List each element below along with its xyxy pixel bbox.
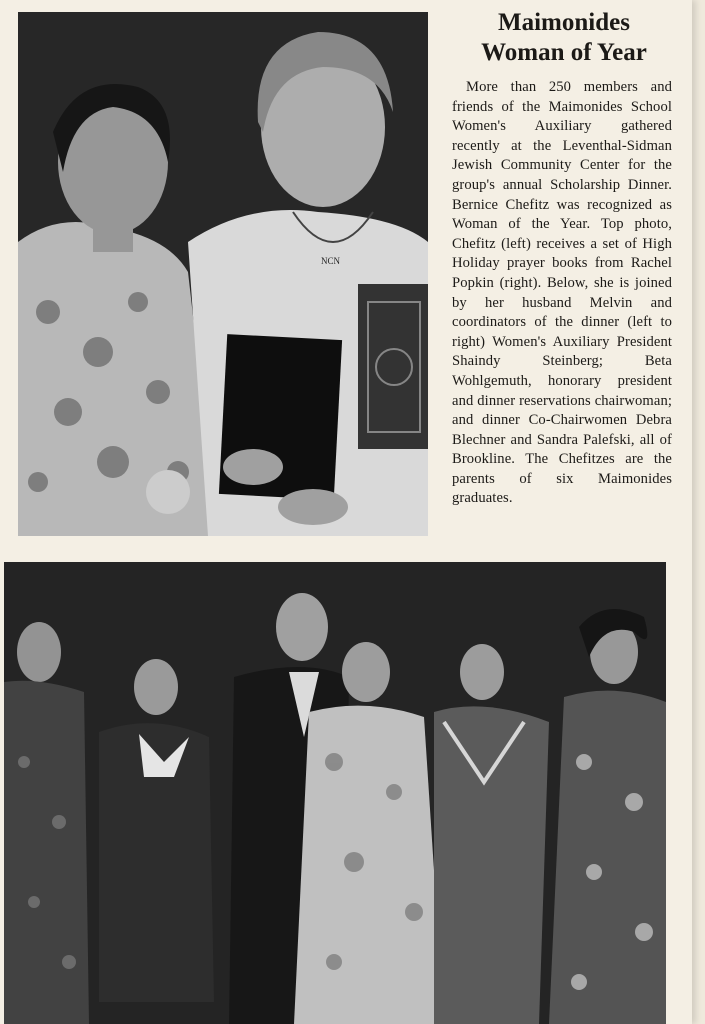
headline-line-2: Woman of Year — [481, 39, 647, 66]
bottom-photo — [4, 562, 666, 1024]
top-photo-drawing — [18, 12, 428, 536]
bottom-photo-drawing — [4, 562, 666, 1024]
headline-line-1: Maimonides — [498, 9, 630, 36]
necklace-text: NCN — [321, 256, 341, 266]
headline — [450, 8, 678, 68]
article-body: More than 250 members and friends of the Maimonides School Women's Auxiliary gathered recently at the Leventhal-Sidman Jewish Community Center for the group's annual Scholarship Dinner. Bernice Chefitz was recognized as Woman of the Year. Top photo, Chefitz (left) receives a set of High Holiday prayer books from Rachel Popkin (right). Below, she is joined by her husband Melvin and coordinators of the dinner (left to right) Women's Auxiliary President Shaindy Steinberg; Beta Wohlgemuth, honorary president and dinner reservations chairwoman; and dinner Co-Chairwomen Debra Blechner and Sandra Palefski, all of Brookline. The Chefitzes are the parents of six Maimonides graduates. — [452, 79, 672, 507]
top-photo — [18, 12, 428, 536]
